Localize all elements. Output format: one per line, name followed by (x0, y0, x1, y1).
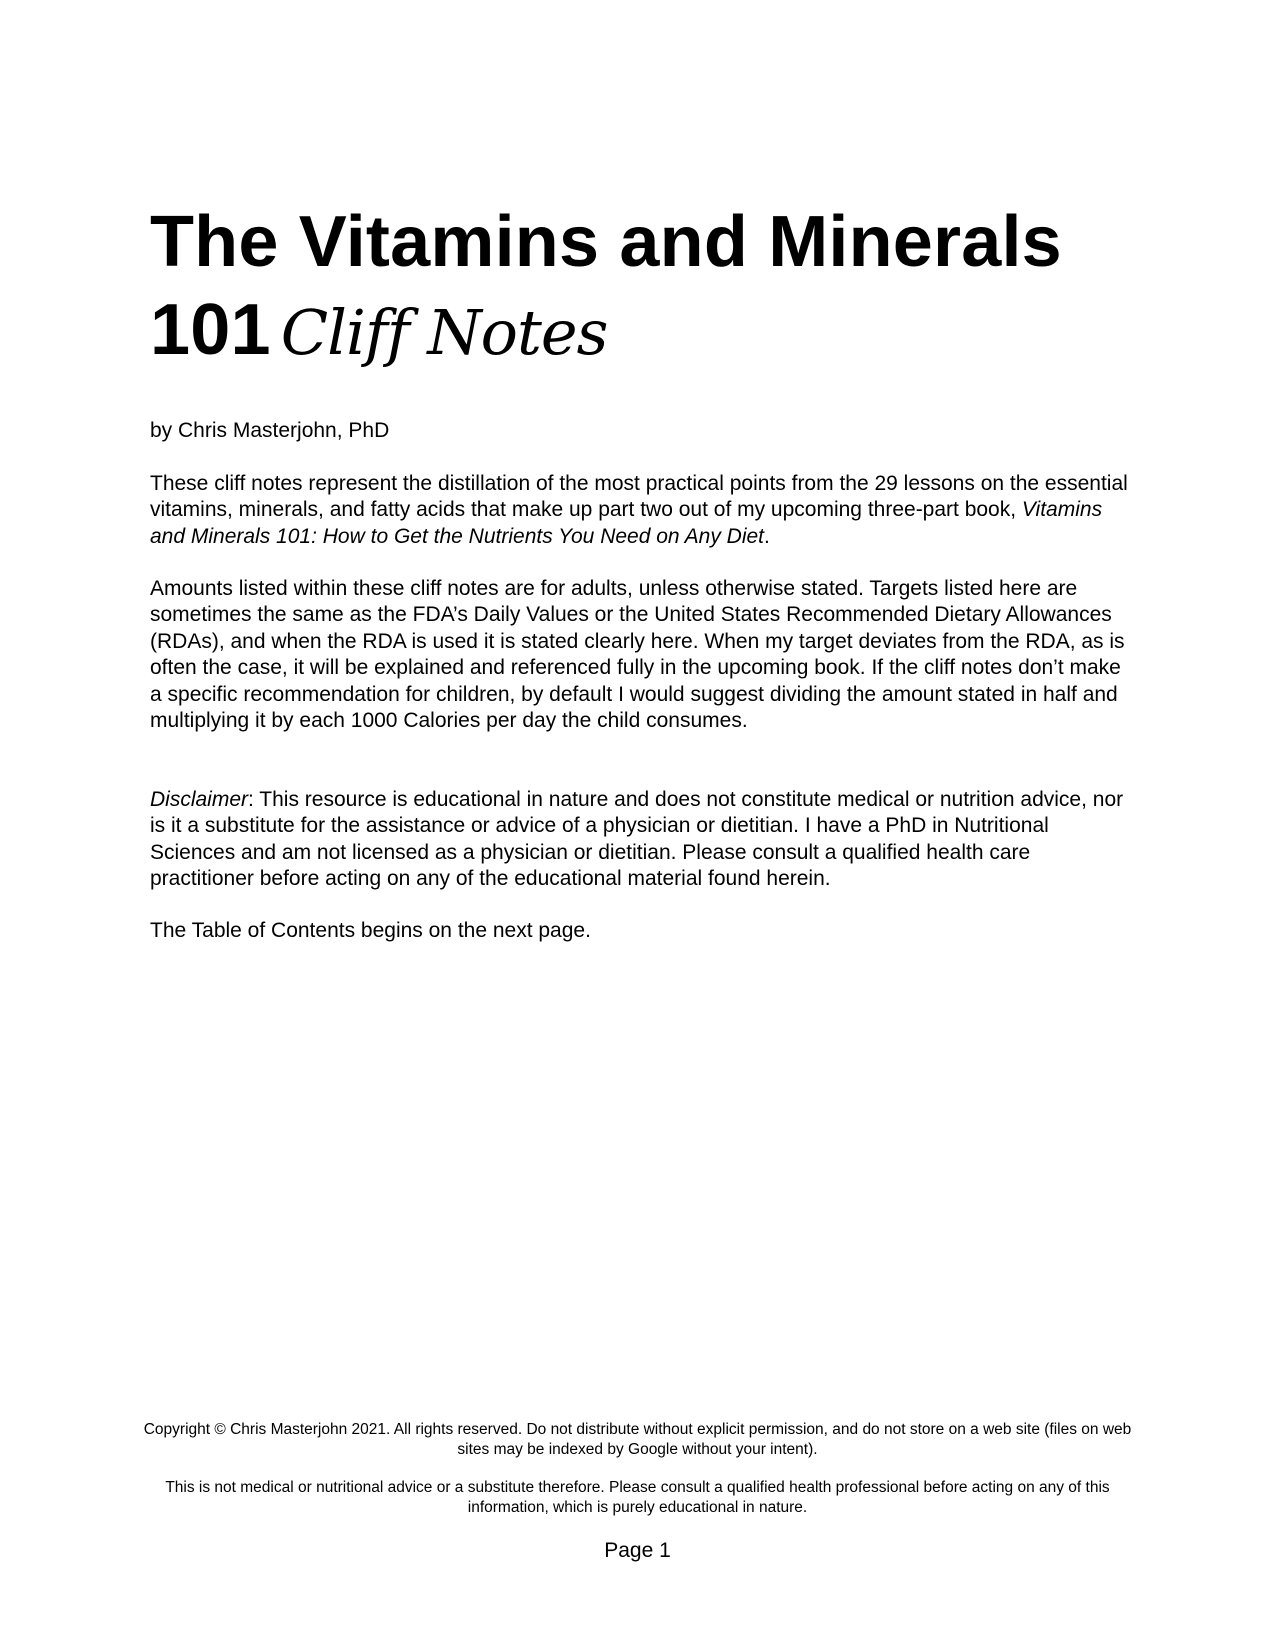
intro-end: . (764, 524, 770, 548)
disclaimer-text: : This resource is educational in nature and does not constitute medical or nutrition advice, nor is it a substitute for the assistance or advice of a physician or dietitian. I have a PhD in Nutritional Sciences and am not licensed as a physician or dietitian. Please consult a qualified health care practitioner before acting on any of the educational material found herein. (150, 788, 1124, 891)
title-line-1: The Vitamins and Minerals (150, 202, 1062, 282)
title-line-2 (150, 286, 1150, 377)
medical-notice: This is not medical or nutritional advice or a substitute therefore. Please consult a qualified health professional before acting on any of this information, which is purely educational in nature. (165, 1479, 1110, 1516)
disclaimer-paragraph (150, 787, 1135, 893)
disclaimer-label: Disclaimer (150, 788, 249, 811)
book-title: Vitamins and Minerals 101: How to Get the Nutrients You Need on Any Diet (150, 498, 1103, 548)
author-byline: by Chris Masterjohn, PhD (150, 419, 390, 442)
page-number: Page 1 (604, 1539, 671, 1562)
page-title (150, 198, 1150, 377)
title-number: 101 (150, 290, 271, 370)
title-script-subtitle: Cliff Notes (280, 296, 608, 369)
toc-note: The Table of Contents begins on the next page. (150, 919, 591, 942)
intro-text: These cliff notes represent the distillation of the most practical points from the 29 lessons on the essential vitamins, minerals, and fatty acids that make up part two out of my upcoming three-part book, (150, 472, 1128, 522)
amounts-paragraph: Amounts listed within these cliff notes are for adults, unless otherwise stated. Targets listed here are sometimes the same as the FDA’s Daily Values or the United States Recommended Dietary Allowances (RDAs), and when the RDA is used it is stated clearly here. When my target deviates from the RDA, as is often the case, it will be explained and referenced fully in the upcoming book. If the cliff notes don’t make a specific recommendation for children, by default I would suggest dividing the amount stated in half and multiplying it by each 1000 Calories per day the child consumes. (150, 577, 1125, 733)
copyright-notice: Copyright © Chris Masterjohn 2021. All rights reserved. Do not distribute without explicit permission, and do not store on a web site (files on web sites may be indexed by Google without your intent). (143, 1421, 1132, 1458)
intro-paragraph (150, 471, 1135, 550)
